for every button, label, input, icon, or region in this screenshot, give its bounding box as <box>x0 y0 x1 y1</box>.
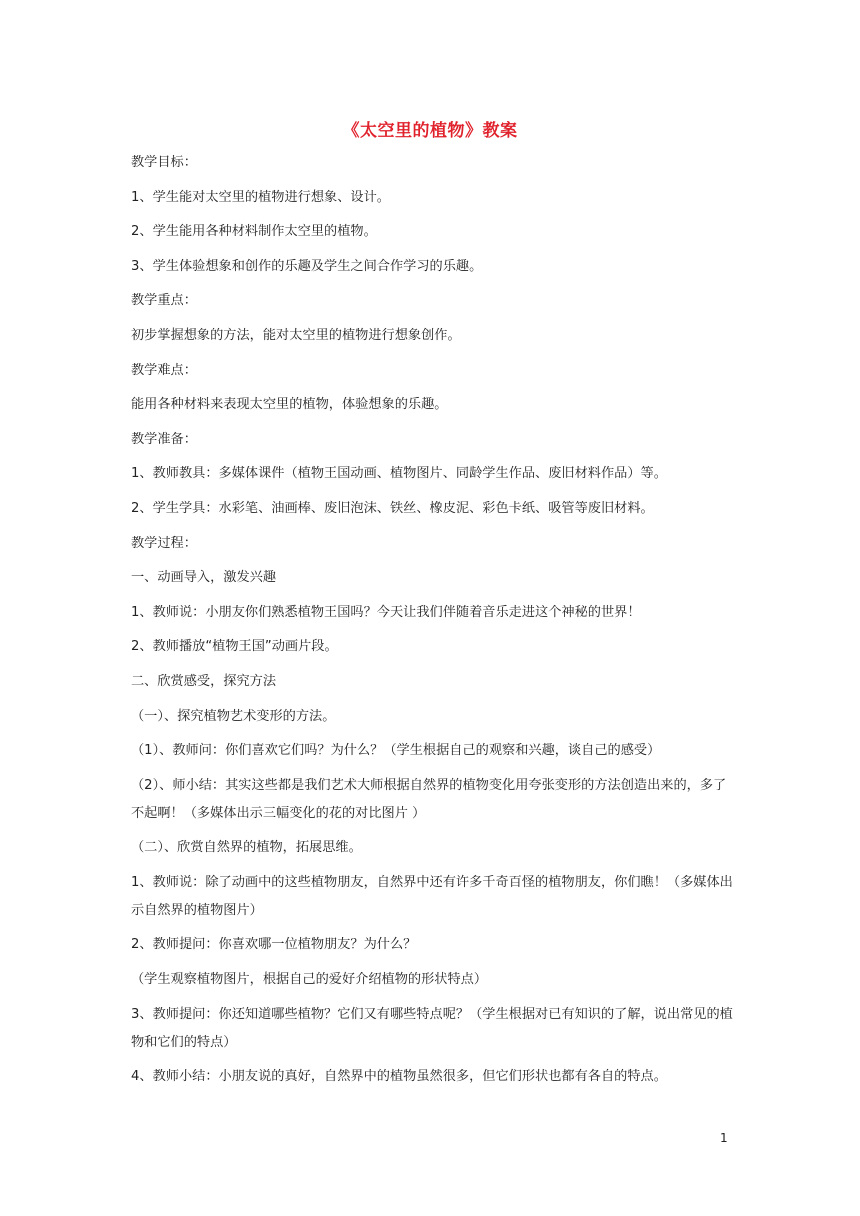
body-line: 1、教师说：小朋友你们熟悉植物王国吗？今天让我们伴随着音乐走进这个神秘的世界！ <box>131 604 641 620</box>
document-body <box>131 154 736 1103</box>
body-line: 1、教师说：除了动画中的这些植物朋友，自然界中还有许多千奇百怪的植物朋友，你们瞧！（多媒体出示自然界的植物图片） <box>131 874 733 918</box>
body-line: 1、教师教具：多媒体课件（植物王国动画、植物图片、同龄学生作品、废旧材料作品）等。 <box>131 466 667 482</box>
body-line: （学生观察植物图片，根据自己的爱好介绍植物的形状特点） <box>131 972 488 988</box>
section-heading-process: 教学过程： <box>131 535 197 551</box>
body-line: 3、教师提问：你还知道哪些植物？它们又有哪些特点呢？（学生根据对已有知识的了解，说出常见的植物和它们的特点） <box>131 1006 733 1050</box>
body-line: （2）、师小结：其实这些都是我们艺术大师根据自然界的植物变化用夸张变形的方法创造出来的，多了不起啊！（多媒体出示三幅变化的花的对比图片 ） <box>131 777 727 821</box>
body-line: 能用各种材料来表现太空里的植物，体验想象的乐趣。 <box>131 397 448 413</box>
body-line: 2、学生能用各种材料制作太空里的植物。 <box>131 224 377 240</box>
body-line: 二、欣赏感受，探究方法 <box>131 673 277 689</box>
document-title: 《太空里的植物》教案 <box>342 121 518 141</box>
body-line: 2、教师播放“植物王国”动画片段。 <box>131 639 338 655</box>
section-heading-objectives: 教学目标： <box>131 155 197 170</box>
body-line: （二）、欣赏自然界的植物，拓展思维。 <box>131 840 362 856</box>
body-line: 3、学生体验想象和创作的乐趣及学生之间合作学习的乐趣。 <box>131 258 483 274</box>
body-line: 初步掌握想象的方法，能对太空里的植物进行想象创作。 <box>131 327 461 343</box>
body-line: （1）、教师问：你们喜欢它们吗？为什么？（学生根据自己的观察和兴趣，谈自己的感受） <box>131 743 661 759</box>
body-line: 2、学生学具：水彩笔、油画棒、废旧泡沫、铁丝、橡皮泥、彩色卡纸、吸管等废旧材料。 <box>131 500 654 516</box>
body-line: （一）、探究植物艺术变形的方法。 <box>131 708 336 724</box>
section-heading-preparation: 教学准备： <box>131 431 197 447</box>
body-line: 一、动画导入，激发兴趣 <box>131 570 277 586</box>
body-line: 1、学生能对太空里的植物进行想象、设计。 <box>131 189 390 205</box>
section-heading-key-points: 教学重点： <box>131 293 197 309</box>
body-line: 4、教师小结：小朋友说的真好，自然界中的植物虽然很多，但它们形状也都有各自的特点。 <box>131 1069 667 1085</box>
section-heading-difficulties: 教学难点： <box>131 362 197 378</box>
body-line: 2、教师提问：你喜欢哪一位植物朋友？为什么？ <box>131 937 417 953</box>
page-number: 1 <box>720 1131 728 1145</box>
